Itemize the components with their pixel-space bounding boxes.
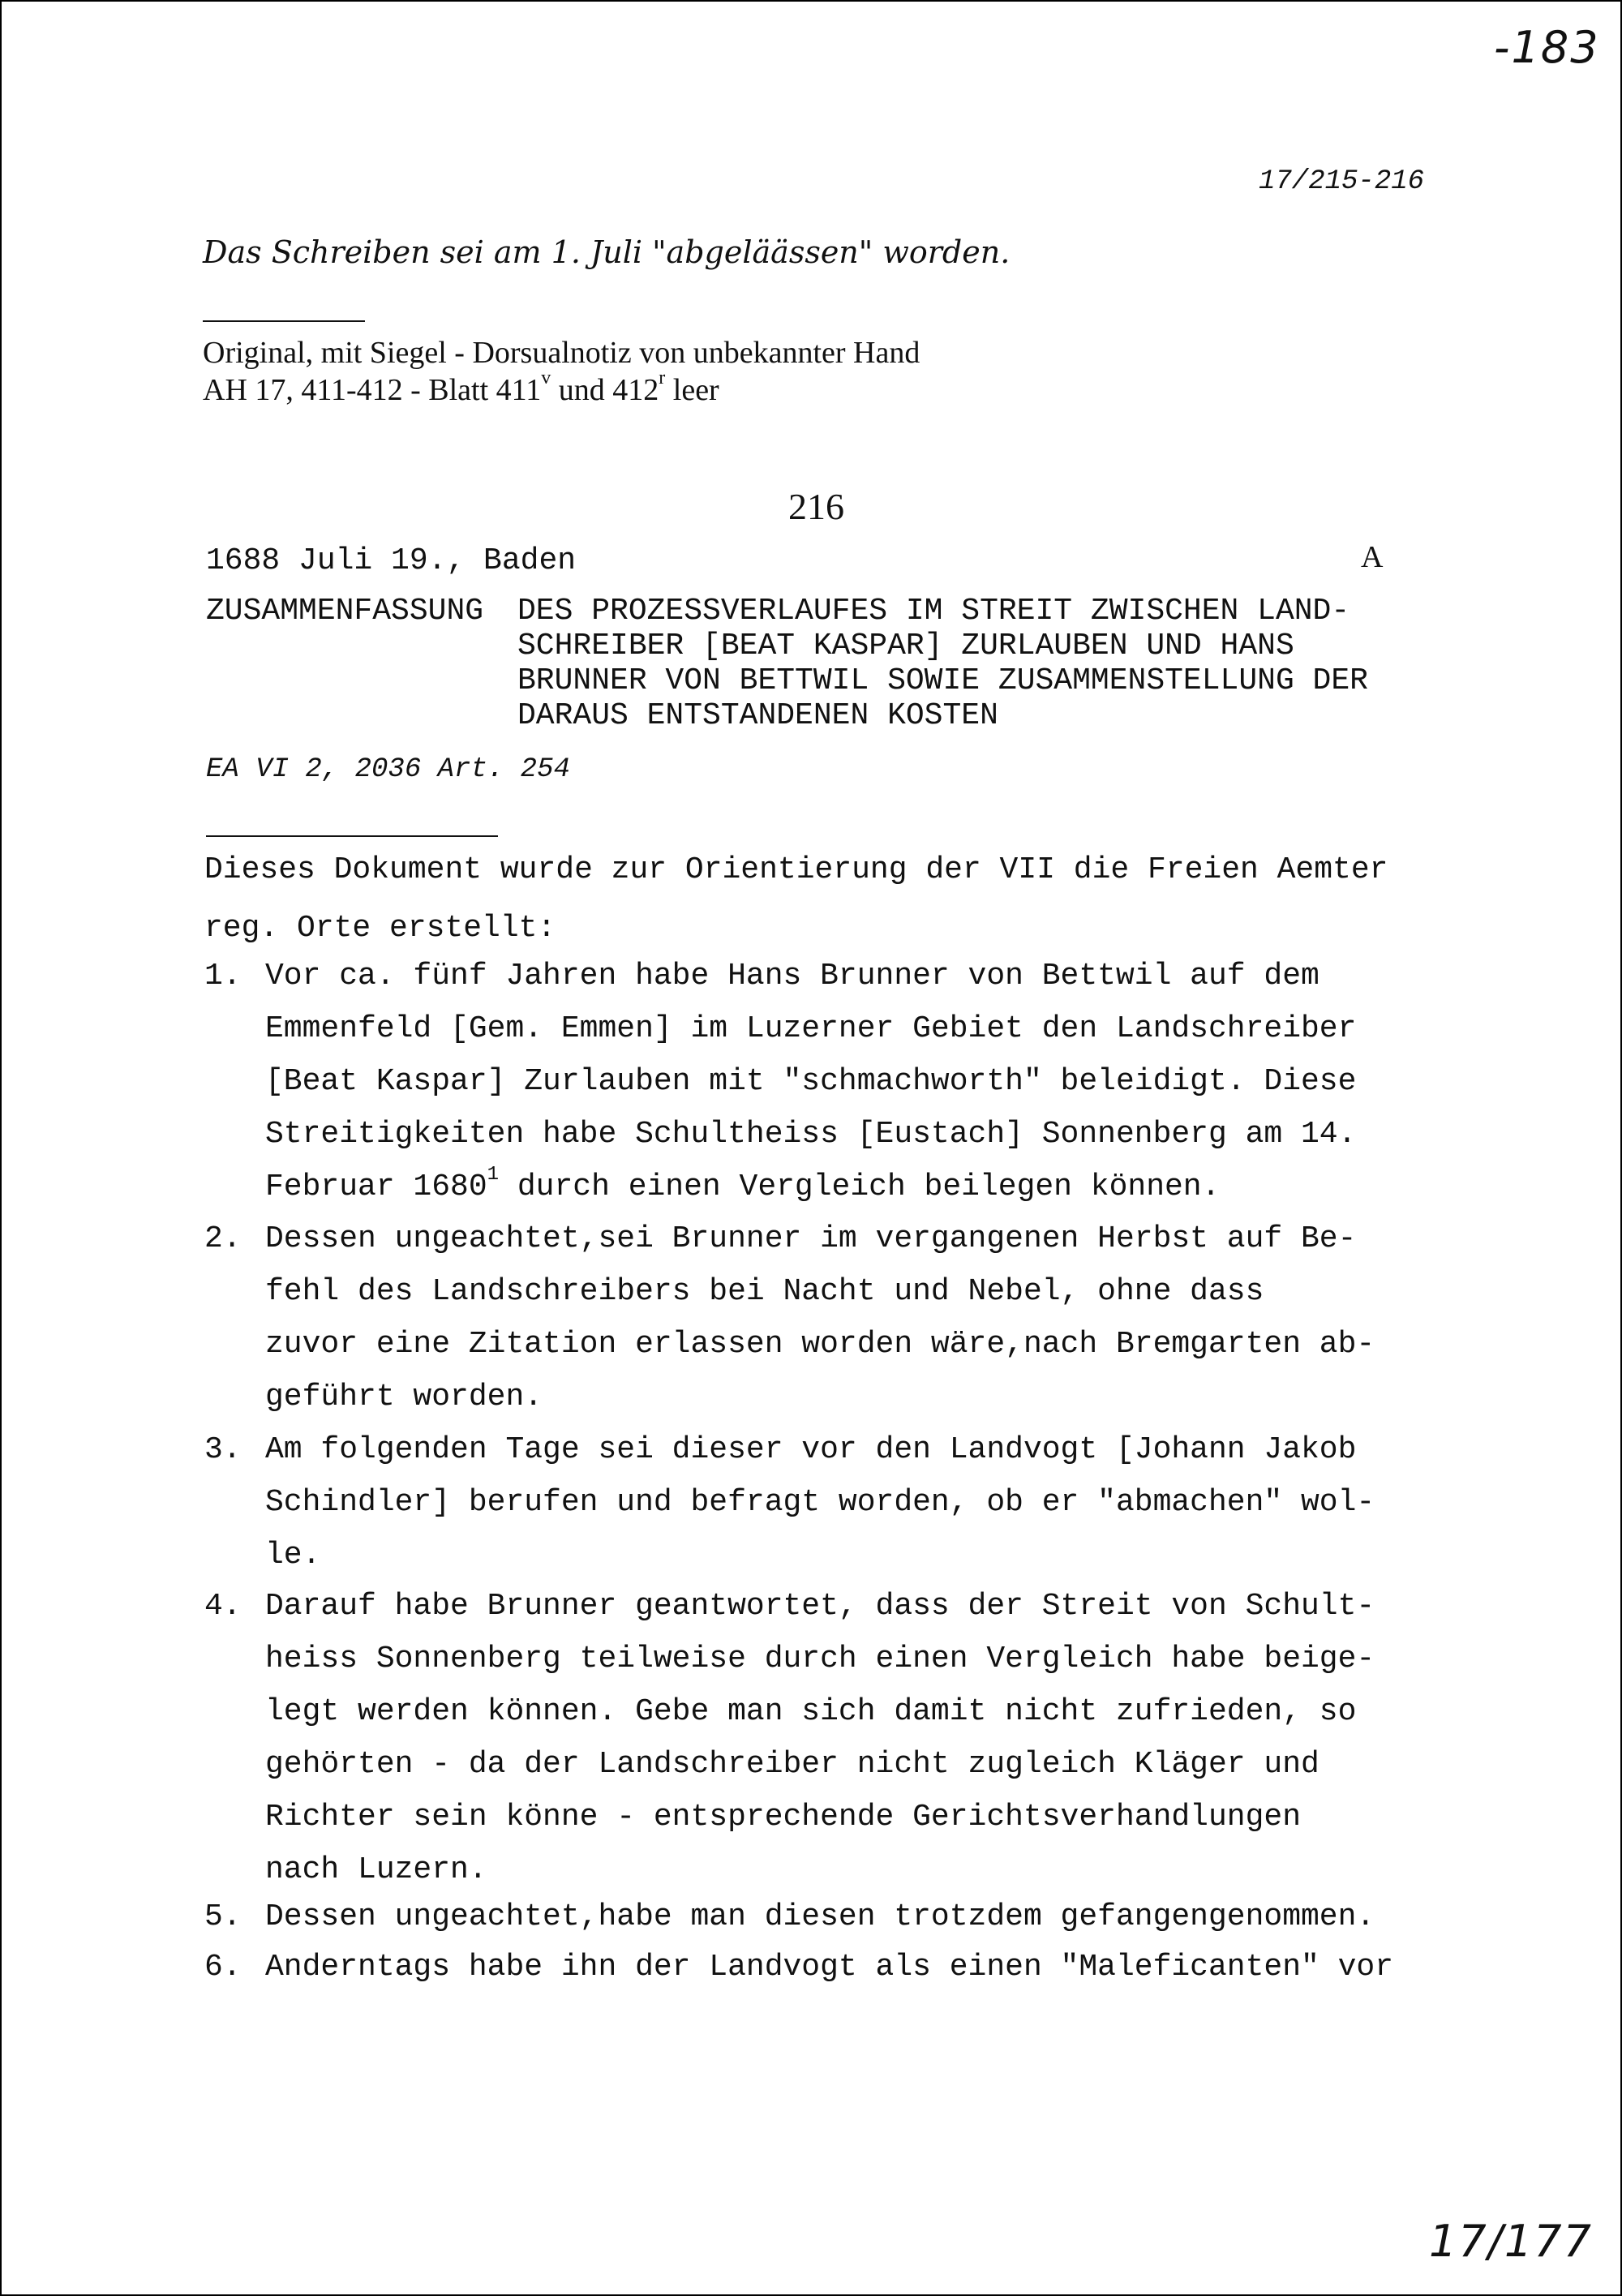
item-number: 3.	[204, 1432, 242, 1467]
folio-number-top: -183	[1494, 22, 1600, 73]
item-5-line-1: Dessen ungeachtet,habe man diesen trotzdem gefangengenommen.	[265, 1899, 1375, 1934]
item-1-text-a: Februar 1680	[265, 1169, 487, 1204]
item-number: 5.	[204, 1899, 242, 1934]
item-number: 6.	[204, 1950, 242, 1985]
separator-rule	[203, 320, 365, 322]
source-text-a: AH 17, 411-412 - Blatt 411	[203, 373, 542, 407]
item-2-line-4: geführt worden.	[265, 1380, 543, 1414]
item-2-line-1: Dessen ungeachtet,sei Brunner im vergangenen Herbst auf Be-	[265, 1221, 1357, 1256]
date-place: 1688 Juli 19., Baden	[206, 543, 577, 578]
item-4-line-3: legt werden können. Gebe man sich damit nicht zufrieden, so	[265, 1694, 1357, 1729]
item-4-line-4: gehörten - da der Landschreiber nicht zugleich Kläger und	[265, 1747, 1319, 1782]
item-4-line-6: nach Luzern.	[265, 1852, 487, 1887]
item-number: 2.	[204, 1221, 242, 1256]
item-number: 4.	[204, 1589, 242, 1624]
previous-document-note: Das Schreiben sei am 1. Juli "abgeläässen" worden.	[203, 234, 1011, 270]
source-line-2	[203, 367, 719, 407]
item-4-line-5: Richter sein könne - entsprechende Gerichtsverhandlungen	[265, 1800, 1302, 1835]
item-6-line-1: Anderntags habe ihn der Landvogt als einen "Maleficanten" vor	[265, 1950, 1394, 1985]
reference-code: 17/215-216	[1259, 166, 1425, 197]
document-number: 216	[788, 486, 844, 527]
superscript-verso: v	[541, 367, 551, 388]
intro-line-1: Dieses Dokument wurde zur Orientierung der VII die Freien Aemter	[204, 852, 1388, 887]
superscript-recto: r	[659, 367, 666, 388]
source-text-c: leer	[665, 373, 719, 407]
intro-line-2: reg. Orte erstellt:	[204, 911, 556, 946]
item-4-line-1: Darauf habe Brunner geantwortet, dass der Streit von Schult-	[265, 1589, 1375, 1624]
item-1-line-2: Emmenfeld [Gem. Emmen] im Luzerner Gebiet den Landschreiber	[265, 1011, 1357, 1046]
edition-reference: EA VI 2, 2036 Art. 254	[206, 754, 570, 785]
item-3-line-1: Am folgenden Tage sei dieser vor den Landvogt [Johann Jakob	[265, 1432, 1357, 1467]
item-1-line-1: Vor ca. fünf Jahren habe Hans Brunner von Bettwil auf dem	[265, 959, 1319, 994]
item-2-line-3: zuvor eine Zitation erlassen worden wäre,nach Bremgarten ab-	[265, 1327, 1375, 1362]
item-4-line-2: heiss Sonnenberg teilweise durch einen Vergleich habe beige-	[265, 1642, 1375, 1676]
item-1-text-b: durch einen Vergleich beilegen können.	[499, 1169, 1221, 1204]
source-line-1: Original, mit Siegel - Dorsualnotiz von unbekannter Hand	[203, 336, 920, 370]
item-1-line-4: Streitigkeiten habe Schultheiss [Eustach] Sonnenberg am 14.	[265, 1117, 1357, 1152]
item-number: 1.	[204, 959, 242, 994]
item-3-line-3: le.	[265, 1538, 321, 1573]
item-1-line-3: [Beat Kaspar] Zurlauben mit "schmachworth" beleidigt. Diese	[265, 1064, 1357, 1099]
item-2-line-2: fehl des Landschreibers bei Nacht und Nebel, ohne dass	[265, 1274, 1264, 1309]
title-label: ZUSAMMENFASSUNG	[206, 594, 484, 629]
footnote-marker: 1	[487, 1164, 500, 1186]
source-text-b: und 412	[551, 373, 659, 407]
separator-rule	[206, 835, 498, 837]
title-line-1: DES PROZESSVERLAUFES IM STREIT ZWISCHEN LAND-	[517, 594, 1350, 629]
version-letter: A	[1361, 540, 1384, 574]
item-1-line-5	[265, 1164, 1221, 1204]
title-line-2: SCHREIBER [BEAT KASPAR] ZURLAUBEN UND HANS	[517, 629, 1294, 663]
title-line-4: DARAUS ENTSTANDENEN KOSTEN	[517, 698, 998, 733]
folio-number-bottom: 17/177	[1429, 2216, 1593, 2267]
item-3-line-2: Schindler] berufen und befragt worden, ob er "abmachen" wol-	[265, 1485, 1375, 1520]
title-line-3: BRUNNER VON BETTWIL SOWIE ZUSAMMENSTELLUNG DER	[517, 663, 1368, 698]
